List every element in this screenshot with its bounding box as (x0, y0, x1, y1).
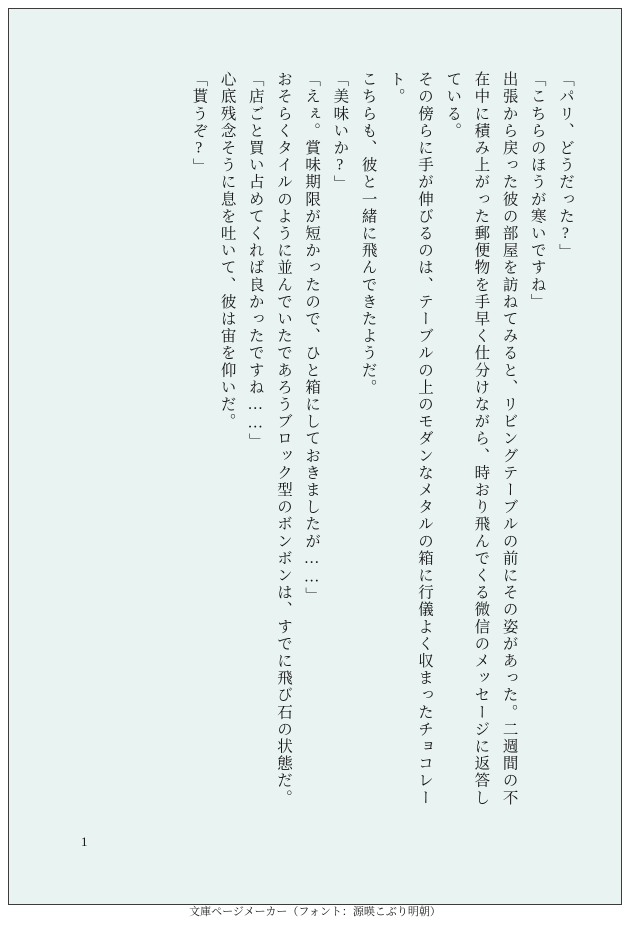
paragraph: こちらも、彼と一緒に飛んできたようだ。 (359, 71, 377, 396)
paragraph: 「店ごと買い占めてくれば良かったですね……」 (246, 71, 264, 451)
vertical-text-body (109, 71, 579, 811)
footer-credit: 文庫ページメーカー（フォント：源暎こぶり明朝） (189, 906, 441, 918)
paragraph: おそらくタイルのように並んでいたであろうブロック型のボンボンは、すでに飛び石の状態だ。 (274, 71, 292, 807)
page-sheet (8, 8, 622, 905)
page-number: 1 (81, 834, 88, 849)
paragraph: 「美味いか?」 (331, 71, 349, 193)
paragraph: 「こちらのほうが寒いですね」 (528, 71, 546, 311)
paragraph: 「貰うぞ?」 (190, 71, 208, 176)
paragraph: 心底残念そうに息を吐いて、彼は宙を仰いだ。 (218, 71, 236, 431)
paragraph: その傍らに手が伸びるのは、テーブルの上のモダンなメタルの箱に行儀よく収まったチョコレート。 (387, 71, 433, 807)
paragraph: 出張から戻った彼の部屋を訪ねてみると、リビングテーブルの前にその姿があった。二週間の不在中に積み上がった郵便物を手早く仕分けながら、時おり飛んでくる微信のメッセージに返答している。 (444, 71, 518, 807)
paragraph: 「パリ、どうだった?」 (557, 71, 574, 261)
paragraph: 「えぇ。賞味期限が短かったので、ひと箱にしておきましたが……」 (303, 71, 321, 605)
